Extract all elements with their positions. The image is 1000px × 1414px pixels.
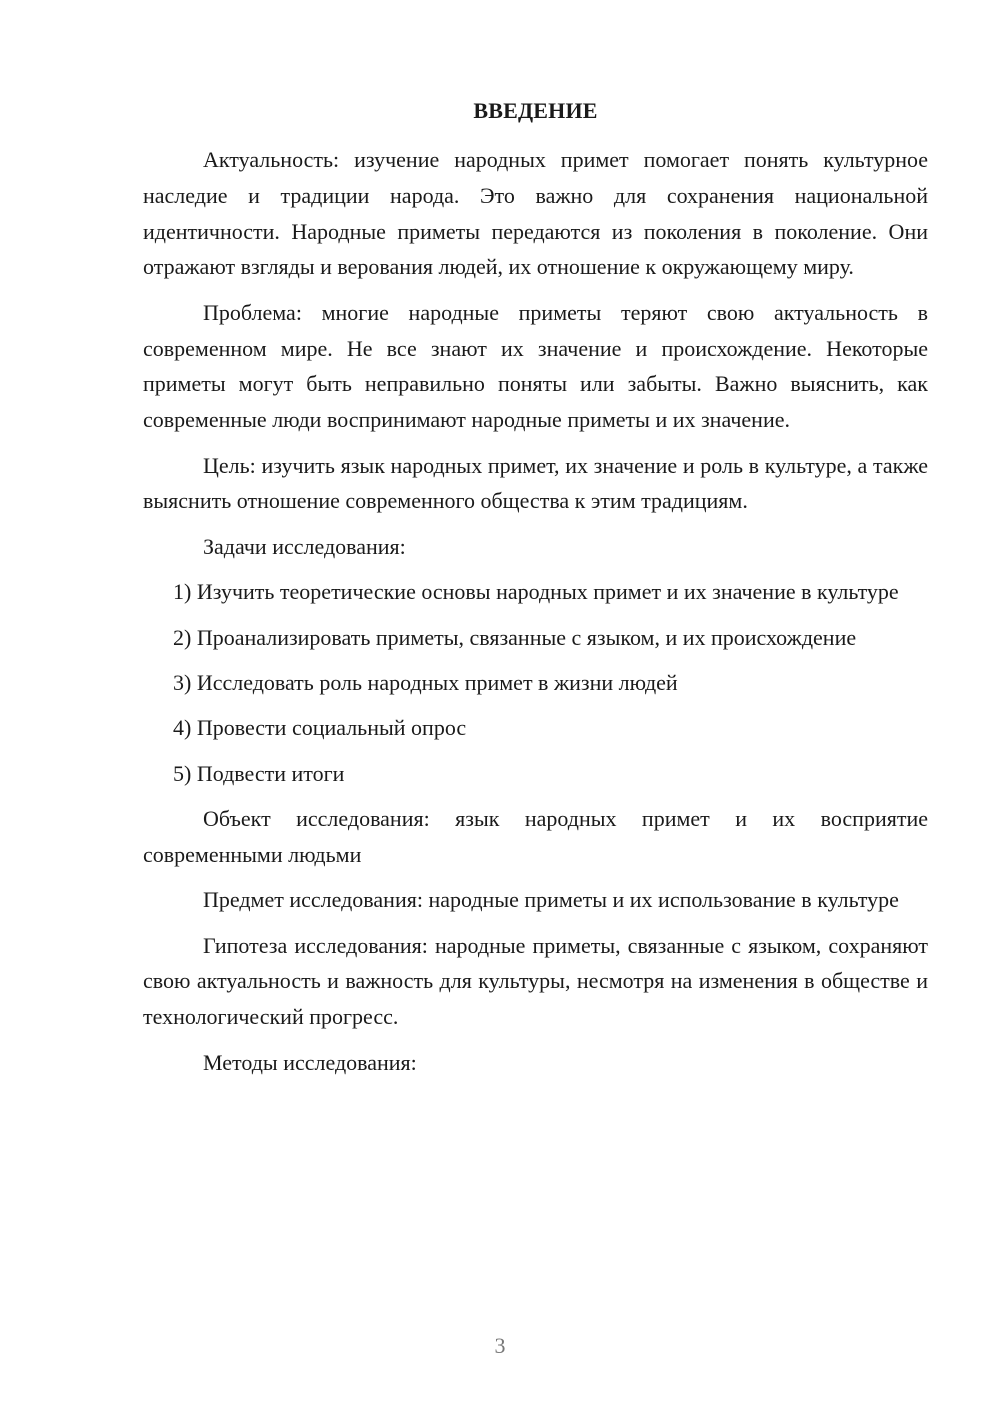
- paragraph-tasks-heading: Задачи исследования:: [203, 533, 406, 559]
- task-item-1: 1) Изучить теоретические основы народных примет и их значение в культуре: [173, 579, 899, 605]
- task-item-3: 3) Исследовать роль народных примет в жизни людей: [173, 669, 678, 695]
- paragraph-object: Объект исследования: язык народных примет и их восприятие современными людьми: [143, 806, 928, 867]
- paragraph-problem: Проблема: многие народные приметы теряют свою актуальность в современном мире. Не все знают их значение и происхождение. Некоторые приметы могут быть неправильно поняты или забыты. Важно выяснить, как современные люди воспринимают народные приметы и их значение.: [143, 299, 928, 433]
- page-number: 3: [494, 1333, 506, 1358]
- paragraph-hypothesis: Гипотеза исследования: народные приметы, связанные с языком, сохраняют свою актуальность и важность для культуры, несмотря на изменения в обществе и технологический прогресс.: [143, 932, 928, 1030]
- task-item-2: 2) Проанализировать приметы, связанные с языком, и их происхождение: [173, 624, 857, 650]
- task-item-5: 5) Подвести итоги: [173, 760, 345, 786]
- section-title: ВВЕДЕНИЕ: [473, 98, 598, 123]
- task-item-4: 4) Провести социальный опрос: [173, 715, 467, 741]
- paragraph-subject: Предмет исследования: народные приметы и их использование в культуре: [203, 887, 899, 913]
- paragraph-relevance: Актуальность: изучение народных примет помогает понять культурное наследие и традиции народа. Это важно для сохранения национальной идентичности. Народные приметы передаются из поколения в поколение. Они отражают взгляды и верования людей, их отношение к окружающему миру.: [143, 147, 928, 280]
- body-text: [143, 142, 928, 1080]
- paragraph-methods-heading: Методы исследования:: [203, 1049, 417, 1075]
- paragraph-goal: Цель: изучить язык народных примет, их значение и роль в культуре, а также выяснить отношение современного общества к этим традициям.: [143, 452, 928, 514]
